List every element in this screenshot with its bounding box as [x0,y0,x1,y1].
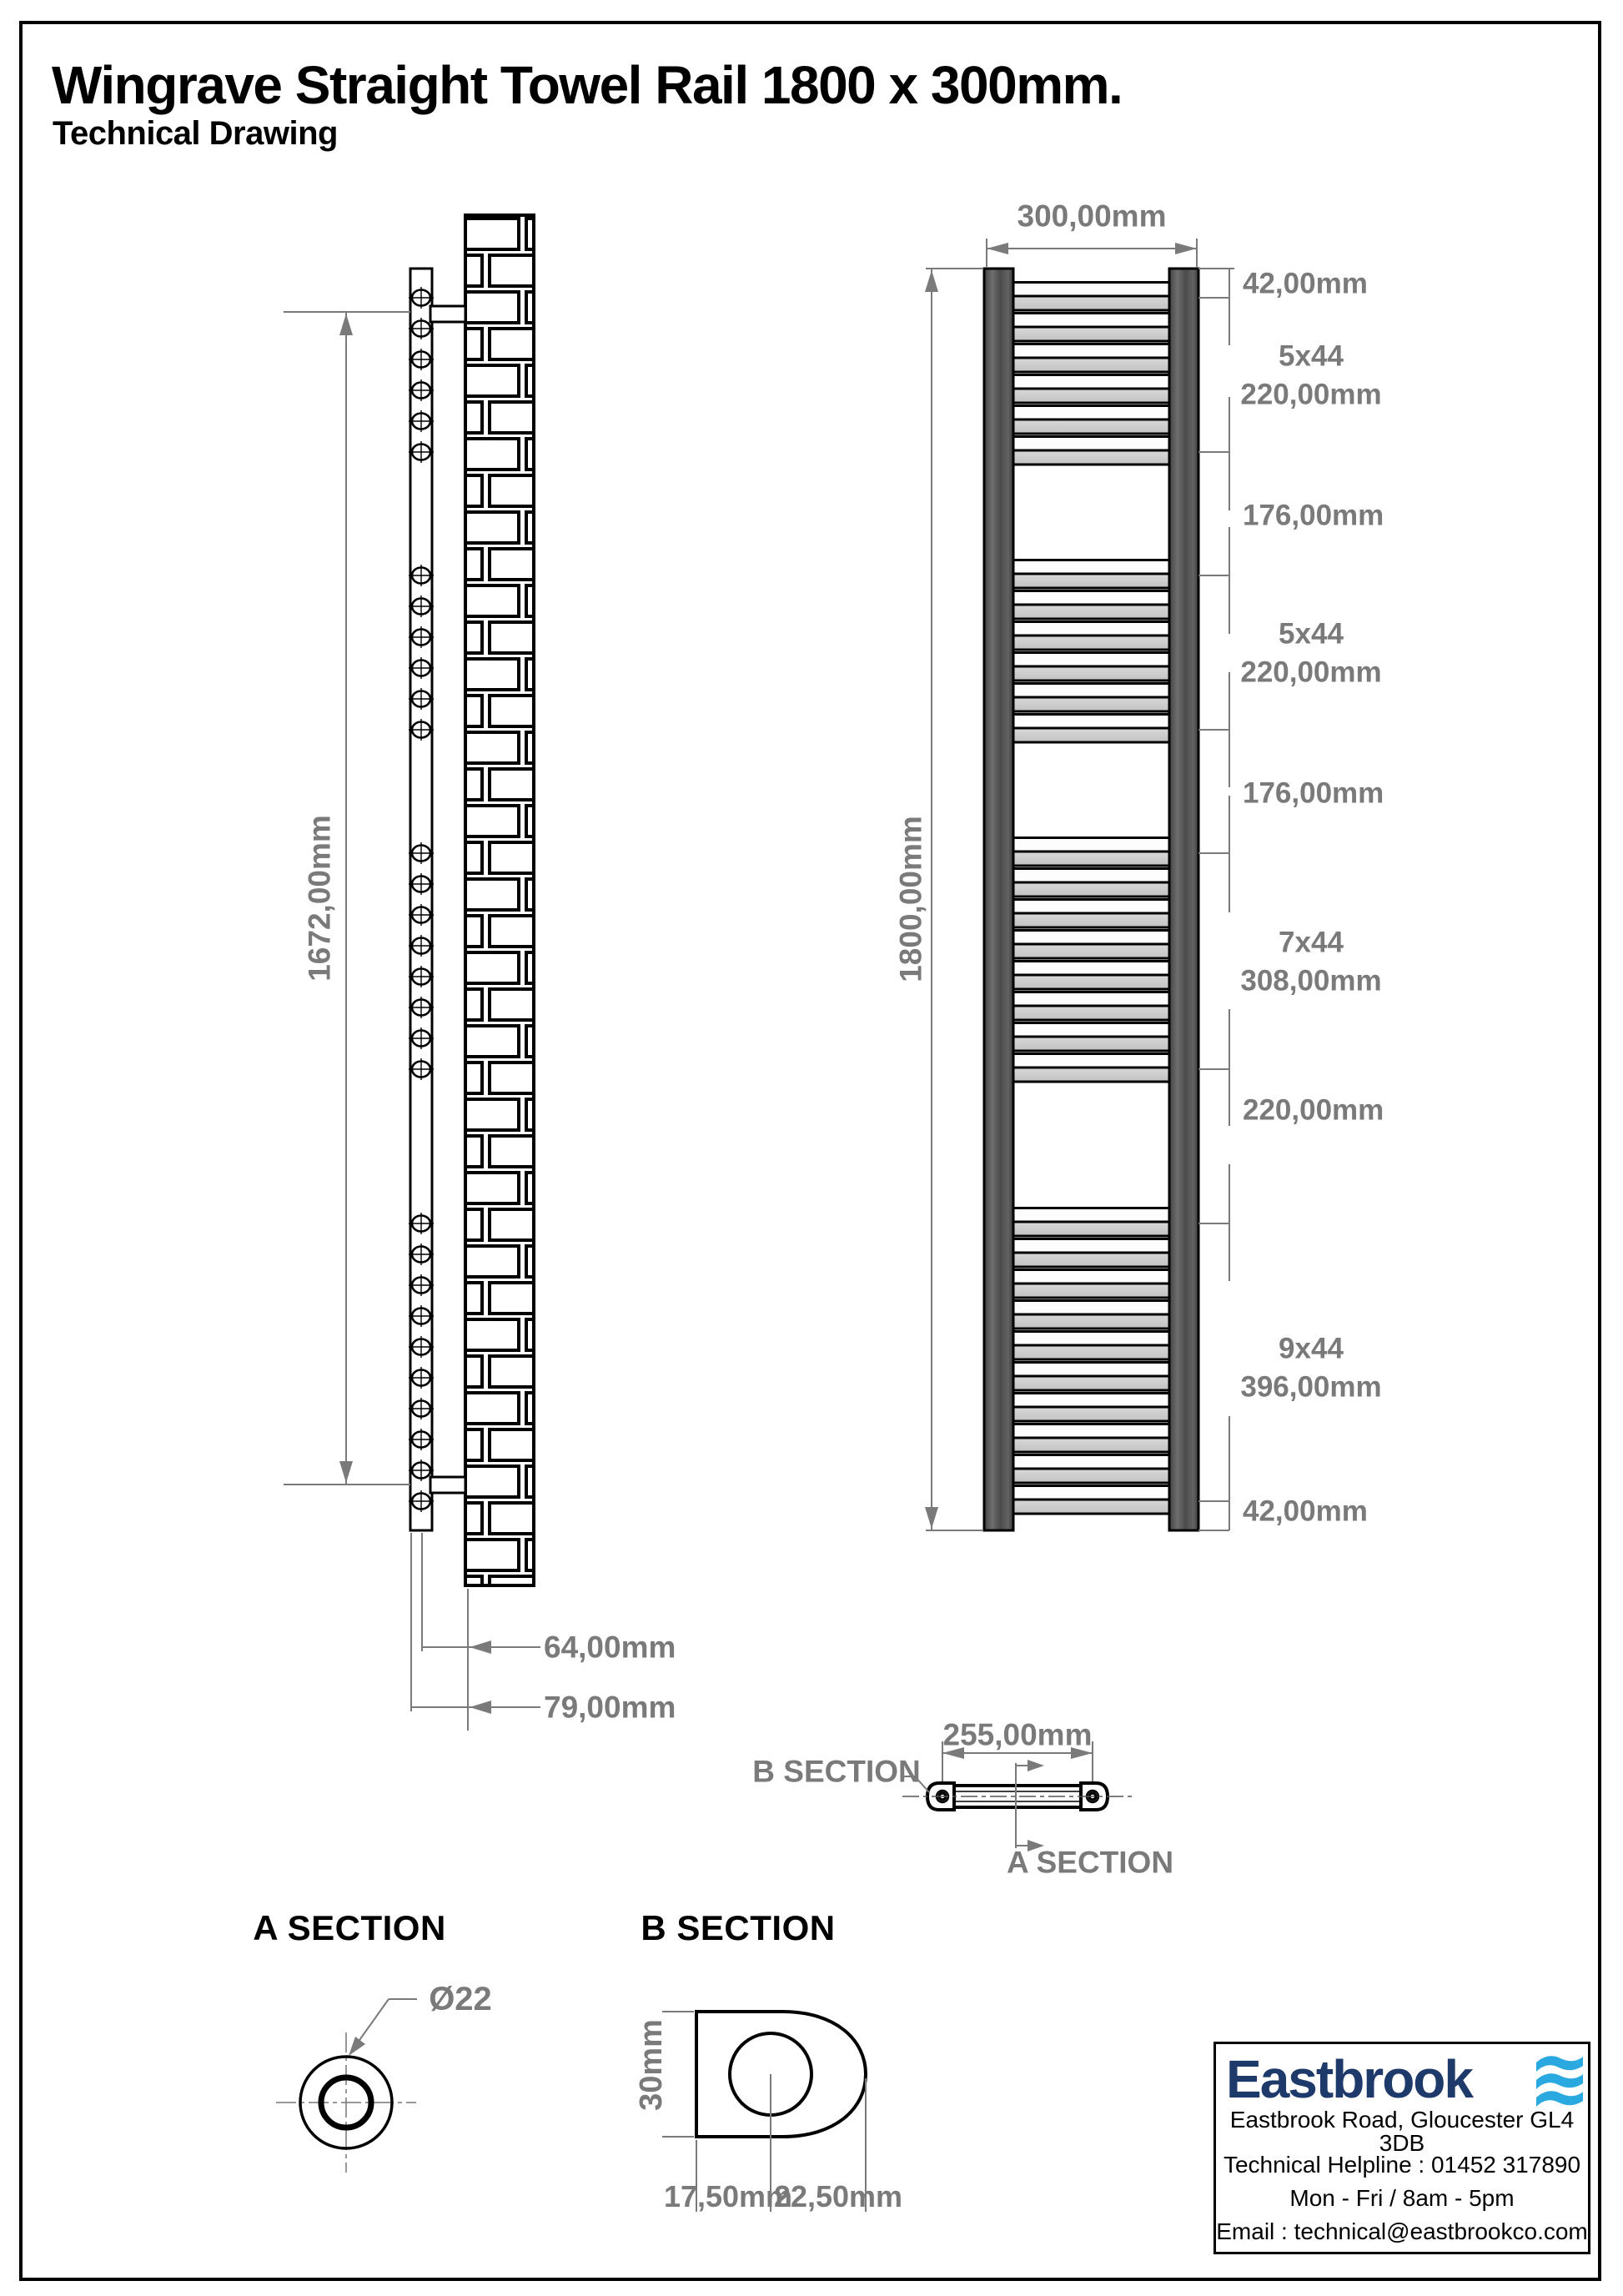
dim-bottom-gap: 42,00mm [1243,1495,1368,1528]
towel-rail-tube [1013,1023,1169,1052]
towel-rail-tube [1013,560,1169,589]
dim-group2 [1240,615,1381,691]
towel-rail-tube [1013,1270,1169,1299]
towel-rail-tube [1013,1332,1169,1360]
towel-rail-tube [1013,1394,1169,1422]
brand-wave-icon [1535,2054,1584,2109]
towel-rail-tube [1013,406,1169,435]
towel-rail-tube [1013,1424,1169,1453]
front-width-dimension: 300,00mm [1017,198,1167,234]
towel-rail-tube [1013,1208,1169,1237]
dim-group4-count: 9x44 [1279,1332,1344,1365]
towel-rail-tube [1013,838,1169,867]
page-title: Wingrave Straight Towel Rail 1800 x 300mm. [52,55,1123,115]
towel-rail-tube [1013,314,1169,342]
towel-rail-tube [1013,591,1169,620]
towel-rail-tube [1013,344,1169,373]
towel-rail-tube [1013,1301,1169,1329]
towel-rail-tube [1013,283,1169,311]
b-section-callout: B SECTION [752,1754,921,1789]
b-section-height-dimension: 30mm [634,2019,669,2111]
dim-gap1: 176,00mm [1243,499,1384,532]
towel-rail-tube [1013,1363,1169,1391]
a-section-detail [276,1999,417,2173]
dim-group3-length: 308,00mm [1240,964,1382,997]
contact-info-box [1213,2042,1590,2254]
bottom-wall-bracket [430,1477,465,1493]
towel-rail-tube [1013,931,1169,959]
towel-rail-tube [1013,900,1169,928]
dim-top-gap: 42,00mm [1243,267,1368,300]
b-section-title: B SECTION [641,1908,836,1947]
dim-group2-length: 220,00mm [1240,656,1382,688]
towel-rail-tube [1013,869,1169,897]
dim-group1-count: 5x44 [1279,339,1344,373]
segment-tick-marks [1198,269,1234,1530]
a-section-title: A SECTION [253,1908,446,1947]
brand-logo-text: Eastbrook [1226,2049,1472,2109]
dim-group3 [1240,924,1381,1000]
towel-rail-tube [1013,653,1169,681]
a-section-callout: A SECTION [1006,1845,1174,1880]
front-height-dimension: 1800,00mm [893,816,928,982]
diameter-leader-line [349,1999,417,2056]
side-height-dimension: 1672,00mm [302,815,337,982]
b-section-flat-to-center-dimension: 17,50mm [663,2179,793,2213]
tube-diameter-dimension: Ø22 [429,1981,492,2017]
dim-gap3: 220,00mm [1243,1093,1384,1127]
dim-group1 [1240,338,1381,414]
front-view [925,239,1234,1530]
towel-rail-tube [1013,1239,1169,1268]
dim-group4-length: 396,00mm [1240,1370,1382,1403]
towel-rail-tube [1013,962,1169,990]
towel-rail-tube [1013,375,1169,404]
dim-gap2: 176,00mm [1243,776,1384,810]
left-post [984,269,1013,1530]
towel-rail-tube [1013,992,1169,1021]
dim-group2-count: 5x44 [1279,617,1344,651]
footer-address: Eastbrook Road, Gloucester GL4 3DB [1229,2107,1575,2156]
top-wall-bracket [430,306,465,322]
b-section-center-to-edge-dimension: 22,50mm [773,2179,903,2213]
towel-rail-tube [1013,715,1169,743]
footer-hours: Mon - Fri / 8am - 5pm [1289,2185,1515,2211]
plan-view [902,1741,1133,1851]
dim-group1-length: 220,00mm [1240,378,1382,410]
footer-email: Email : technical@eastbrookco.com [1216,2218,1588,2244]
plan-hole-spacing-dimension: 255,00mm [942,1717,1093,1752]
towel-rail-tube [1013,622,1169,651]
dim-group4 [1240,1330,1381,1406]
towel-rail-tube [1013,437,1169,465]
towel-rail-tubes [1013,283,1169,1515]
towel-rail-tube [1013,1455,1169,1484]
right-post [1169,269,1198,1530]
wall-offset-center-dimension: 64,00mm [544,1630,676,1665]
page-subtitle: Technical Drawing [53,115,338,152]
towel-rail-tube [1013,684,1169,712]
dim-group3-count: 7x44 [1279,926,1344,959]
footer-helpline: Technical Helpline : 01452 317890 [1223,2152,1581,2178]
wall-offset-front-dimension: 79,00mm [544,1690,676,1725]
towel-rail-tube [1013,1486,1169,1515]
towel-rail-tube [1013,1054,1169,1083]
wall-brick-section [465,215,534,1585]
